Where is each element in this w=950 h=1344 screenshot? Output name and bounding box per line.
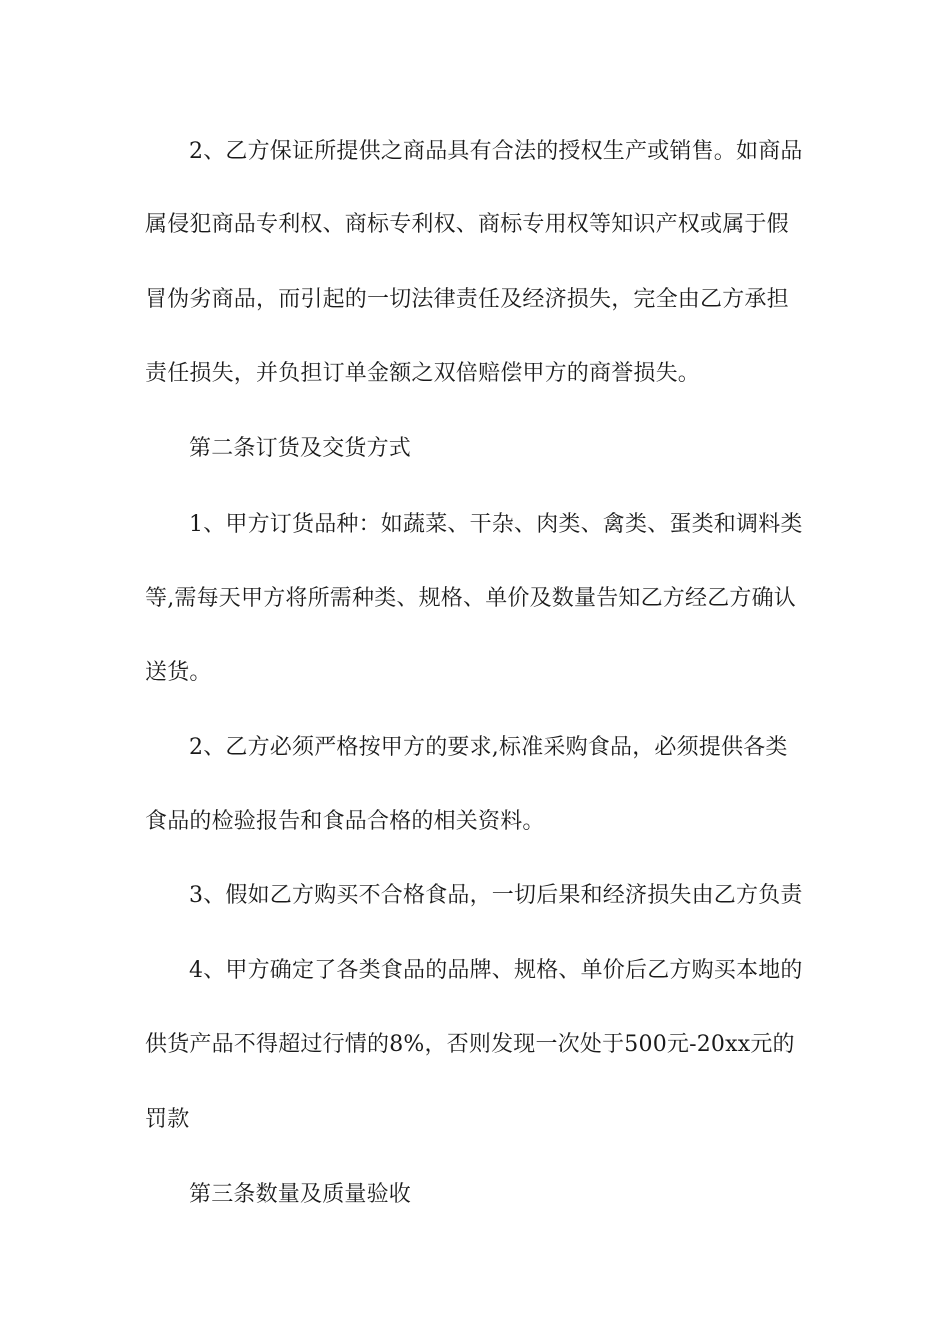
item-3-line-1: 3、假如乙方购买不合格食品，一切后果和经济损失由乙方负责 xyxy=(189,883,803,908)
item-4-line-1: 4、甲方确定了各类食品的品牌、规格、单价后乙方购买本地的 xyxy=(189,958,803,983)
item-4-line-3: 罚款 xyxy=(145,1107,190,1132)
item-1-line-2: 等,需每天甲方将所需种类、规格、单价及数量告知乙方经乙方确认 xyxy=(145,586,796,611)
item-2-line-2: 食品的检验报告和食品合格的相关资料。 xyxy=(145,809,545,834)
clause-2-line-1: 2、乙方保证所提供之商品具有合法的授权生产或销售。如商品 xyxy=(189,139,803,164)
item-1-line-1: 1、甲方订货品种：如蔬菜、干杂、肉类、禽类、蛋类和调料类 xyxy=(189,512,803,537)
clause-2-line-3: 冒伪劣商品，而引起的一切法律责任及经济损失，完全由乙方承担 xyxy=(145,287,789,312)
clause-2-line-2: 属侵犯商品专利权、商标专利权、商标专用权等知识产权或属于假 xyxy=(145,212,789,237)
section-heading-2: 第二条订货及交货方式 xyxy=(189,436,412,461)
section-heading-3: 第三条数量及质量验收 xyxy=(189,1182,412,1207)
clause-2-line-4: 责任损失，并负担订单金额之双倍赔偿甲方的商誉损失。 xyxy=(145,361,701,386)
item-4-line-2: 供货产品不得超过行情的8%，否则发现一次处于500元-20xx元的 xyxy=(145,1032,795,1057)
item-2-line-1: 2、乙方必须严格按甲方的要求,标准采购食品，必须提供各类 xyxy=(189,735,788,760)
item-1-line-3: 送货。 xyxy=(145,660,212,685)
